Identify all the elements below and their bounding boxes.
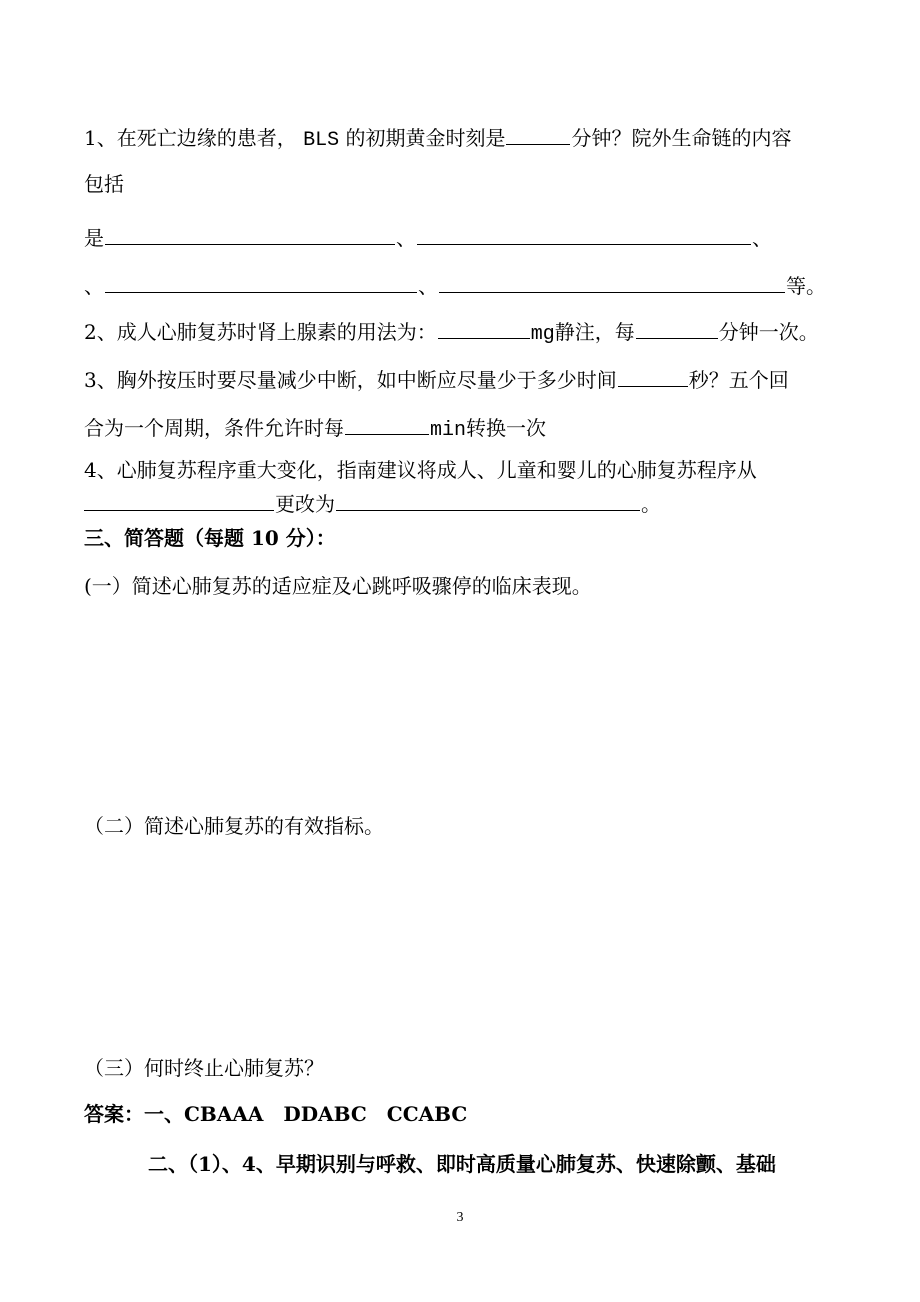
q4-line2 xyxy=(84,488,860,518)
q1-blank-link-3[interactable] xyxy=(105,270,417,293)
q1-sep-1: 、 xyxy=(396,226,416,250)
q4-blank-to[interactable] xyxy=(336,488,640,511)
q3-blank-minutes[interactable] xyxy=(345,412,429,435)
q2-blank-dose[interactable] xyxy=(438,316,530,339)
q1-sep-3: 、 xyxy=(84,274,104,298)
q3-text-b: 秒？五个回 xyxy=(688,368,789,392)
q1-blank-minutes[interactable] xyxy=(506,122,570,145)
q3-line2 xyxy=(84,412,860,445)
q3-text-a: 3、胸外按压时要尽量减少中断，如中断应尽量少于多少时间 xyxy=(84,368,617,392)
q3-text-d: 转换一次 xyxy=(466,416,547,440)
q1-text-end: 等。 xyxy=(786,274,826,298)
q2-line xyxy=(84,316,860,349)
q2-blank-interval[interactable] xyxy=(636,316,718,339)
q1-text-c: 分钟？院外生命链的内容 xyxy=(571,126,792,150)
q1-blank-link-2[interactable] xyxy=(417,222,751,245)
q3-line1 xyxy=(84,364,860,394)
q4-text-a: 4、心肺复苏程序重大变化，指南建议将成人、儿童和婴儿的心肺复苏程序从 xyxy=(84,458,757,482)
short-answer-1: (一）简述心肺复苏的适应症及心跳呼吸骤停的临床表现。 xyxy=(84,574,592,598)
answers-line2: 二、（1）、4、早期识别与呼救、即时高质量心肺复苏、快速除颤、基础 xyxy=(148,1152,776,1176)
q2-text-a: 2、成人心肺复苏时肾上腺素的用法为： xyxy=(84,320,437,344)
q1-line4 xyxy=(84,270,860,300)
short-answer-2: （二）简述心肺复苏的有效指标。 xyxy=(84,814,384,838)
q1-line2 xyxy=(84,170,860,198)
answers-line1: 答案：一、CBAAA DDABC CCABC xyxy=(84,1102,468,1126)
q3-text-min: min xyxy=(430,419,467,442)
q4-text-b: 更改为 xyxy=(275,492,335,516)
q2-text-c: 分钟一次。 xyxy=(718,320,819,344)
q1-line1 xyxy=(84,122,860,155)
q4-line1 xyxy=(84,456,860,484)
section3-title: 三、简答题（每题 10 分）： xyxy=(84,526,336,550)
q1-text-bls: BLS xyxy=(303,129,340,152)
q3-blank-seconds[interactable] xyxy=(618,364,688,387)
q4-blank-from[interactable] xyxy=(84,488,274,511)
q3-text-c: 合为一个周期，条件允许时每 xyxy=(84,416,344,440)
q1-text-is: 是 xyxy=(84,226,104,250)
q4-text-c: 。 xyxy=(641,492,661,516)
short-answer-3: （三）何时终止心肺复苏？ xyxy=(84,1056,324,1080)
q1-text-a: 1、在死亡边缘的患者， xyxy=(84,126,297,150)
q2-text-mg: mg xyxy=(530,323,555,346)
q1-blank-link-1[interactable] xyxy=(105,222,395,245)
q1-sep-4: 、 xyxy=(418,274,438,298)
q1-text-b: 的初期黄金时刻是 xyxy=(345,126,506,150)
page-number: 3 xyxy=(456,1210,464,1225)
q2-text-b: 静注，每 xyxy=(554,320,635,344)
q1-text-cont: 包括 xyxy=(84,172,124,196)
q1-blank-link-4[interactable] xyxy=(439,270,785,293)
q1-sep-2: 、 xyxy=(752,226,772,250)
q1-line3 xyxy=(84,222,860,252)
